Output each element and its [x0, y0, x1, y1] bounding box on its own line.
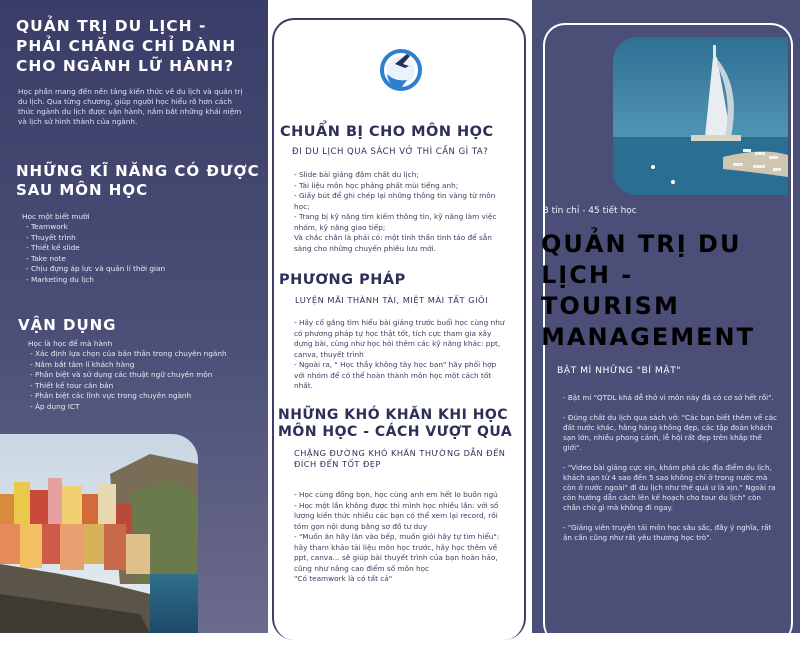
plane-logo-icon	[377, 44, 425, 96]
method-list	[294, 318, 508, 392]
skills-heading: NHỮNG KĨ NĂNG CÓ ĐƯỢC SAU MÔN HỌC	[16, 162, 260, 199]
list-item: - Chịu đựng áp lực và quản lí thời gian	[26, 264, 166, 273]
list-item: - Học cùng đồng bọn, học cùng anh em hết lo buồn ngủ	[294, 490, 498, 499]
difficulties-list	[294, 490, 508, 585]
list-item: - "Video bài giảng cực xịn, khám phá các địa điểm du lịch, khách sạn từ 4 sao đến 5 sao không chỉ ở trong nước mà còn ở nước ngoài" đi du lịch như thế quá ư là xịn." Ngoài ra còn hướng dẫn cách lên kế hoạch cho tour du lịch" còn chần chừ gì mà không đi ngay.	[563, 463, 776, 512]
list-item: - Trang bị kỹ năng tìm kiếm thông tin, kỹ năng làm việc nhóm, kỹ năng giao tiếp;	[294, 212, 497, 232]
list-item: - "Muốn ăn hãy lăn vào bếp, muốn giỏi hãy tự tìm hiểu": hãy tham khảo tài liệu môn học trước, hãy học thêm về ppt, canva... sẽ giúp bài thuyết trình của bạn hoàn hảo, cũng như nâng cao điểm số môn học	[294, 532, 500, 573]
list-item: - Thiết kế tour căn bản	[30, 380, 114, 390]
list-item: - Take note	[26, 253, 66, 263]
apply-list	[30, 349, 265, 412]
method-subheading: LUYỆN MÃI THÀNH TÀI, MIỆT MÀI TẤT GIỎI	[295, 295, 489, 305]
list-item: - Ngoài ra, " Học thầy không tày học bạn" hãy phối hợp với nhóm để có thể hoàn thành môn học một cách tốt nhất.	[294, 360, 497, 390]
list-item: Và chắc chắn là phải có: một tinh thần tinh tảo để sẵn sàng cho những chuyến phiêu lưu mới.	[294, 233, 492, 253]
list-item: - Xác định lựa chọn của bản thân trong chuyên ngành	[30, 349, 227, 358]
list-item: - Thuyết trình	[26, 232, 76, 242]
list-item: - "Giảng viên truyền tải môn học sâu sắc, đầy ý nghĩa, rất ân cần cũng như rất yêu thương học trò".	[563, 523, 772, 542]
prep-subheading: ĐI DU LỊCH QUA SÁCH VỞ THÌ CẦN GÌ TA?	[292, 147, 489, 157]
list-item: - Học một lần không được thì mình học nhiều lần: với số lượng kiến thức nhiều các bạn có thể xem lại record, rồi tóm gọn nội dung bằng sơ đồ tư duy	[294, 500, 499, 531]
list-item: - Phân biệt các lĩnh vực trong chuyên ngành	[30, 391, 192, 400]
left-panel	[0, 0, 268, 633]
list-item: "Có teamwork là có tất cả"	[294, 574, 393, 583]
list-item: - Áp dụng ICT	[30, 401, 80, 411]
list-item: - Phân biệt và sử dụng các thuật ngữ chuyên môn	[30, 370, 213, 379]
prep-list	[294, 170, 506, 254]
list-item: - Teamwork	[26, 222, 68, 231]
prep-heading: CHUẨN BỊ CHO MÔN HỌC	[280, 124, 494, 140]
panel1-intro: Học phần mang đến nền tảng kiến thức về du lịch và quản trị du lịch. Qua từng chương, giúp người học hiểu rõ hơn cách thức ngành du lịch được vận hành, nắm bắt những khái niệm và lịch sử hình thành của ngành.	[18, 87, 243, 126]
coastal-town-photo	[0, 434, 198, 633]
skills-intro: Học một biết mười	[22, 212, 90, 221]
credits-text: 3 tín chỉ - 45 tiết học	[543, 206, 637, 216]
list-item: - Giấy bút để ghi chép lại những thông tin vàng từ môn học;	[294, 191, 496, 211]
list-item: - Đúng chất du lịch qua sách vở: "Các bạn biết thêm về các đất nước khác, hằng hàng không đẹp, các tập đoàn khách sạn lớn, nhiều phong cảnh, lễ hội rất đẹp trên khắp thế giới".	[563, 413, 777, 452]
apply-heading: VẬN DỤNG	[18, 316, 117, 334]
list-item: - Tài liệu môn học phảng phất mùi tiếng anh;	[294, 180, 459, 190]
list-item: - Marketing du lịch	[26, 274, 94, 284]
list-item: - Thiết kế slide	[26, 243, 80, 252]
list-item: - Nắm bắt tâm lí khách hàng	[30, 359, 135, 369]
main-title: QUẢN TRỊ DU LỊCH - TOURISM MANAGEMENT	[541, 230, 755, 351]
list-item: - Slide bài giảng đậm chất du lịch;	[294, 170, 419, 179]
apply-intro: Học là học để mà hành	[28, 339, 113, 348]
difficulties-heading: NHỮNG KHÓ KHĂN KHI HỌC MÔN HỌC - CÁCH VƯỢT QUA	[278, 407, 513, 440]
secrets-heading: BẬT MÍ NHỮNG "BÍ MẬT"	[557, 365, 681, 376]
burj-al-arab-photo	[613, 37, 788, 195]
panel1-title: QUẢN TRỊ DU LỊCH - PHẢI CHĂNG CHỈ DÀNH CHO NGÀNH LỮ HÀNH?	[16, 17, 237, 75]
skills-list	[26, 222, 165, 285]
list-item: - Bật mí "QTDL khá dễ thở vì môn này đã có cơ sở hết rồi".	[563, 393, 774, 402]
method-heading: PHƯƠNG PHÁP	[279, 272, 406, 288]
difficulties-subheading: CHẶNG ĐƯỜNG KHÓ KHĂN THƯỜNG DẪN ĐẾN ĐÍCH ĐẾN TỐT ĐẸP	[294, 448, 506, 469]
secrets-list	[563, 393, 779, 543]
list-item: - Hãy cố gắng tìm hiểu bài giảng trước buổi học cùng như có phương pháp tự học thật tốt, tích cực tham gia xây dựng bài, cùng như học hỏi thêm các kỹ năng khác: ppt, canva, thuyết trình	[294, 318, 505, 359]
